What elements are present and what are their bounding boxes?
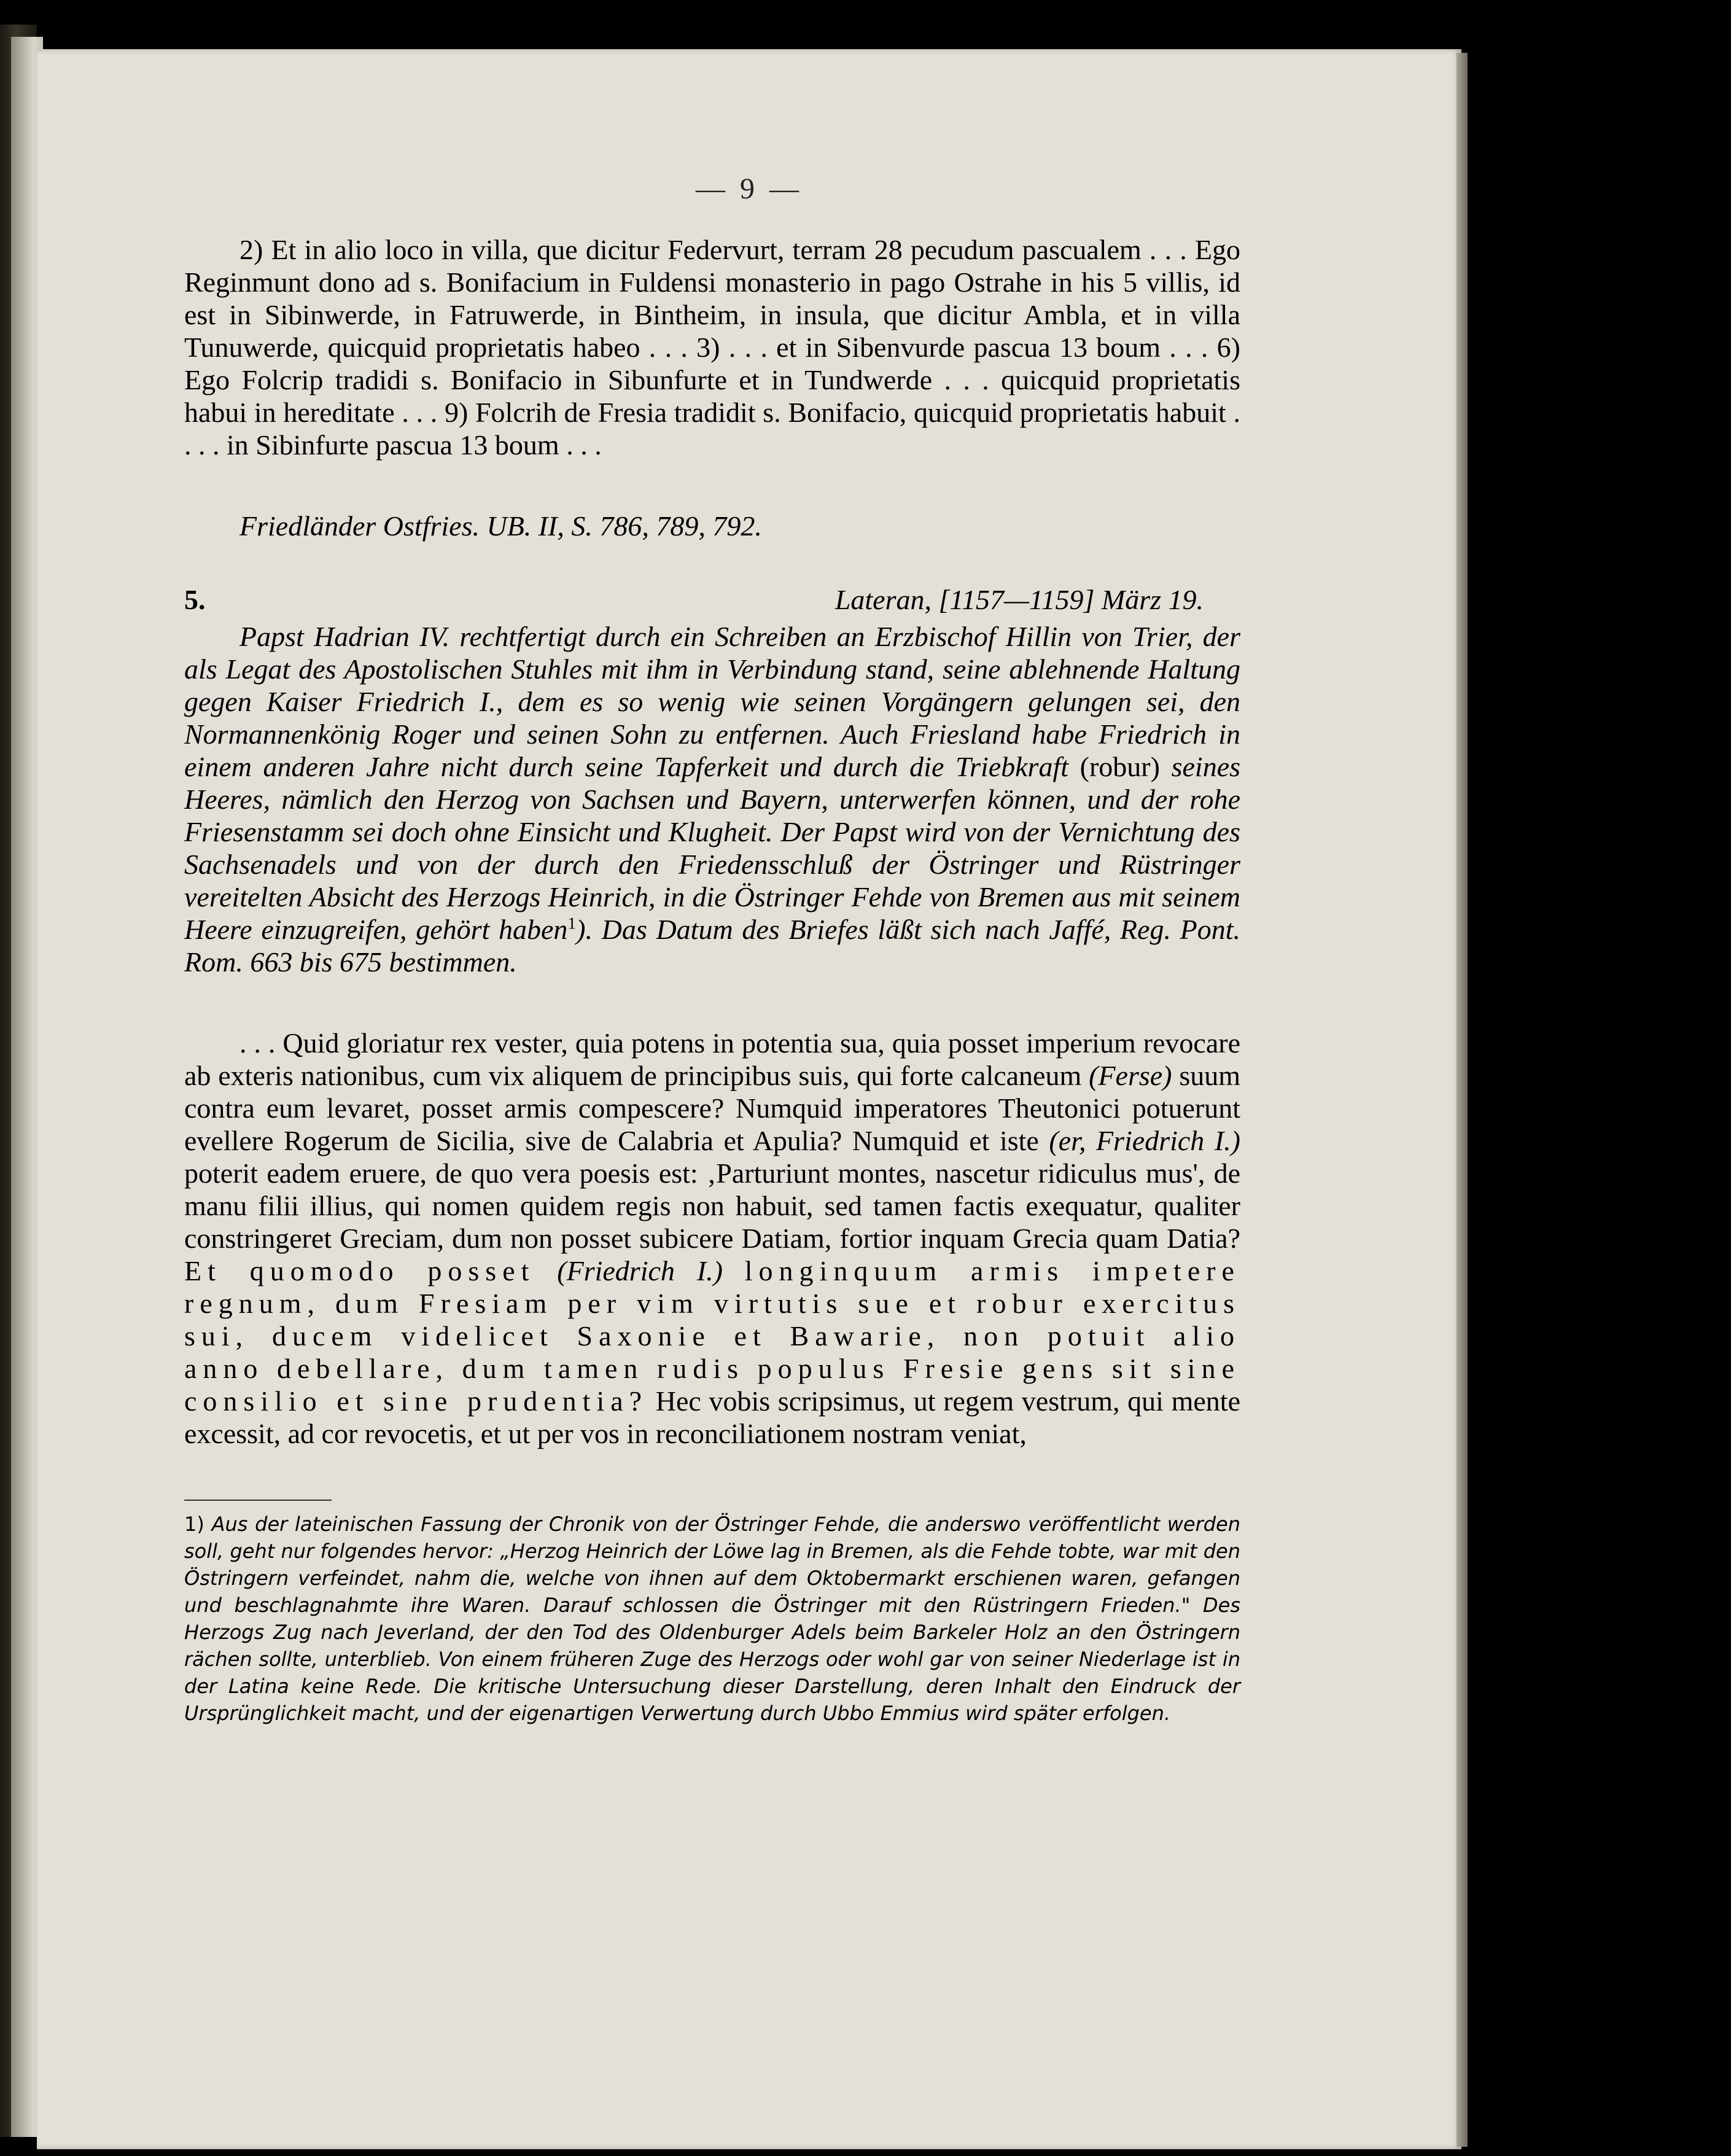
latin-letter-block: [184, 1027, 1240, 1450]
summary-part-b: seines Heeres, nämlich den Herzog von Sachsen und Bayern, unterwerfen können, und der rohe Friesenstamm sei doch ohne Einsicht und Klugheit. Der Papst wird von der Vernichtung des Sachsenadels und von der durch den Friedensschluß der Östringer und Rüstringer vereitelten Absicht des Herzogs Heinrich, in die Östringer Fehde von Bremen aus mit seinem Heere einzugreifen, gehört haben: [184, 751, 1241, 945]
footnote-reference: 1: [567, 913, 577, 933]
summary-part-a: Papst Hadrian IV. rechtfertigt durch ein Schreiben an Erzbischof Hillin von Trier, der als Legat des Apostolischen Stuhles mit ihm in Verbindung stand, seine ablehnende Haltung gegen Kaiser Friedrich I., dem es so wenig wie seinen Vorgängern gelungen sei, den Normannenkönig Roger und seinen Sohn zu entfernen. Auch Friesland habe Friedrich in einem anderen Jahre nicht durch seine Tapferkeit und durch die Triebkraft: [184, 621, 1240, 782]
latin-gloss-er: (er, Friedrich I.): [1049, 1125, 1240, 1156]
latin-part-c: poterit eadem eruere, de quo vera poesis est: ‚Parturiunt montes, nascetur ridiculus mus', de manu filii illius, qui nomen quidem regis non habuit, sed tamen factis exequatur, qualiter constringeret Greciam, dum non posset subicere Datiam, fortior inquam Grecia quam Datia?: [184, 1158, 1240, 1254]
source-block: [184, 510, 1240, 542]
entry-header: [184, 583, 1240, 620]
entry-5: [184, 583, 1240, 978]
page-edge-shadow: [1457, 53, 1468, 2147]
latin-letter: [184, 1027, 1240, 1450]
latin-spaced-1: Et quomodo posset: [184, 1255, 535, 1286]
footnote-text: Aus der lateinischen Fassung der Chronik von der Östringer Fehde, die anderswo veröffentlicht werden soll, geht nur folgendes hervor: „Herzog Heinrich der Löwe lag in Bremen, als die Fehde tobte, war mit den Östringern verfeindet, nahm die, welche von ihnen auf dem Oktobermarkt erschienen waren, gefangen und beschlagnahmte ihre Waren. Darauf schlossen die Östringer mit den Rüstringern Frieden." Des Herzogs Zug nach Jeverland, der den Tod des Oldenburger Adels beim Barkeler Holz an den Östringern rächen sollte, unterblieb. Von einem früheren Zuge des Herzogs oder wohl gar von seiner Niederlage ist in der Latina keine Rede. Die kritische Untersuchung dieser Darstellung, deren Inhalt den Eindruck der Ursprünglichkeit macht, und der eigenartigen Verwertung durch Ubbo Emmius wird später erfolgen.: [184, 1512, 1241, 1725]
latin-part-d: Hec vobis scripsimus, ut regem vestrum, qui mente excessit, ad cor revocetis, et ut per vos in reconciliationem nostram veniat,: [184, 1385, 1240, 1449]
entry-place-date: Lateran, [1157—1159] März 19.: [834, 584, 1204, 615]
entry-number: 5.: [184, 584, 206, 615]
source-citation: Friedländer Ostfries. UB. II, S. 786, 789, 792.: [239, 510, 762, 542]
footnote-mark: 1): [184, 1512, 204, 1536]
footnote: [184, 1511, 1240, 1727]
summary-robur: (robur): [1079, 751, 1160, 782]
latin-spaced-2: longinquum armis impetere regnum, dum Fresiam per vim virtutis sue et robur exercitus sui, ducem videlicet Saxonie et Bawarie, non potuit alio anno debellare, dum tamen rudis populus Fresie gens sit sine consilio et sine prudentia?: [184, 1255, 1240, 1417]
footnote-divider: [184, 1500, 332, 1501]
latin-part-a: . . . Quid gloriatur rex vester, quia potens in potentia sua, quia posset imperium revocare ab exteris nationibus, cum vix aliquem de principibus suis, qui forte calcaneum: [184, 1027, 1240, 1091]
latin-part-b: suum contra eum levaret, posset armis compescere? Numquid imperatores Theutonici potuerunt evellere Rogerum de Sicilia, sive de Calabria et Apulia? Numquid et iste: [184, 1060, 1241, 1156]
page-number: — 9 —: [696, 173, 803, 205]
latin-gloss-friedrich: (Friedrich I.): [557, 1255, 723, 1286]
summary-part-c: ). Das Datum des Briefes läßt sich nach Jaffé, Reg. Pont. Rom. 663 bis 675 bestimmen.: [184, 914, 1240, 978]
entry-summary: [184, 620, 1240, 978]
paragraph-2: 2) Et in alio loco in villa, que dicitur Federvurt, terram 28 pecudum pascualem . . . Ego Reginmunt dono ad s. Bonifacium in Fuldensi monasterio in pago Ostrahe in his 5 villis, id est in Sibinwerde, in Fatruwerde, in Bintheim, in insula, que dicitur Ambla, et in villa Tunuwerde, quicquid proprietatis habeo . . . 3) . . . et in Sibenvurde pascua 13 boum . . . 6) Ego Folcrip tradidi s. Bonifacio in Sibunfurte et in Tundwerde . . . quicquid proprietatis habui in hereditate . . . 9) Folcrih de Fresia tradidit s. Bonifacio, quicquid proprietatis habuit . . . . in Sibinfurte pascua 13 boum . . .: [184, 234, 1240, 461]
paragraph-2-block: [184, 233, 1240, 461]
latin-gloss-ferse: (Ferse): [1089, 1060, 1172, 1091]
